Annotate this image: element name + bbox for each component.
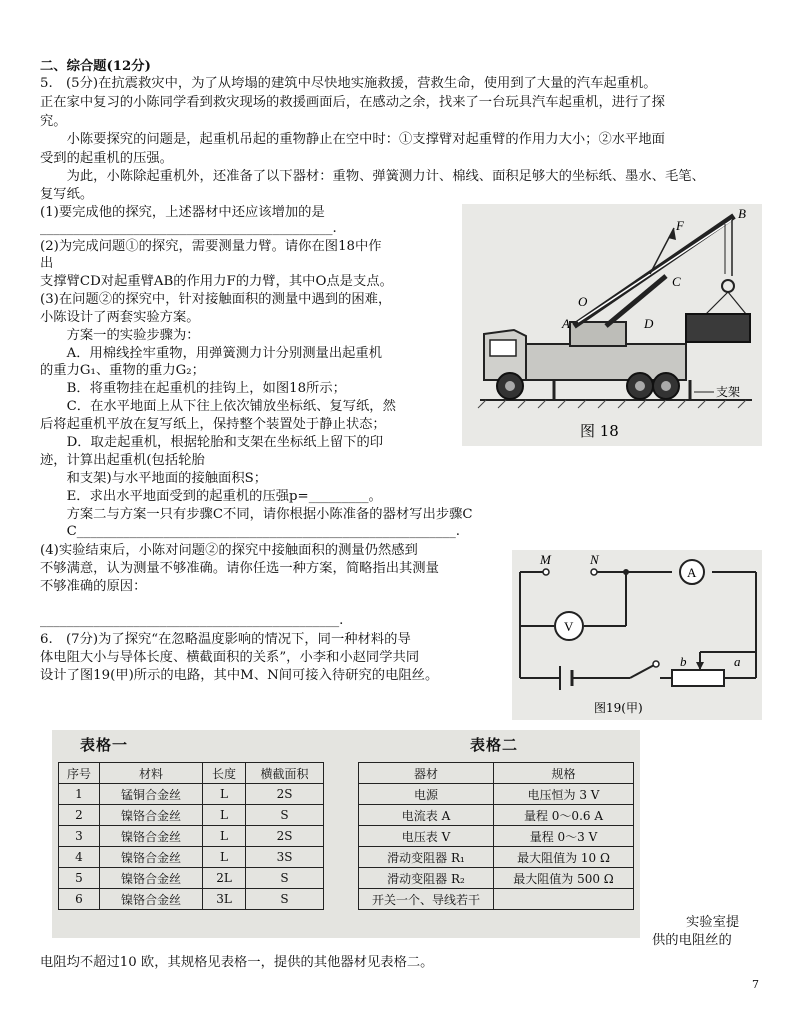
fig18-label: 支架 — [716, 385, 741, 399]
section-heading: 二、综合题(12分) — [40, 59, 151, 74]
table-header-cell: 长度 — [203, 763, 246, 784]
table-cell: L — [203, 826, 246, 847]
table-cell: 最大阻值为 10 Ω — [494, 847, 634, 868]
table-row — [59, 889, 324, 910]
fig18-label: F — [676, 218, 684, 233]
table-cell: 3 — [59, 826, 100, 847]
q5-text-line: 方案二与方案一只有步骤C不同，请你根据小陈准备的器材写出步骤C — [40, 507, 473, 522]
fig18-caption: 图 18 — [580, 422, 619, 440]
table-cell: 镍铬合金丝 — [100, 805, 203, 826]
q5-text-line: 后将起重机平放在复写纸上，保持整个装置处于静止状态； — [40, 417, 386, 432]
fig18-label: A — [562, 316, 570, 331]
table-header-cell: 序号 — [59, 763, 100, 784]
table2 — [358, 762, 634, 910]
table-row — [59, 805, 324, 826]
q5-text-line: (4)实验结束后，小陈对问题②的探究中接触面积的测量仍然感到 — [40, 543, 418, 558]
q6-side-text: 实验室提 — [686, 915, 740, 930]
table-header-row — [59, 763, 324, 784]
fig19-label: a — [734, 654, 741, 669]
q5-sub1: (1)要完成他的探究，上述器材中还应该增加的是 — [40, 205, 325, 220]
table-cell: 量程 0～0.6 A — [494, 805, 634, 826]
table-cell: 镍铬合金丝 — [100, 868, 203, 889]
table-cell: 5 — [59, 868, 100, 889]
q6-text-line: 设计了图19(甲)所示的电路，其中M、N间可接入待研究的电阻丝。 — [40, 668, 439, 683]
table-cell: 开关一个、导线若干 — [359, 889, 494, 910]
table-cell: 2S — [246, 826, 324, 847]
table-header-cell: 材料 — [100, 763, 203, 784]
page-number: 7 — [752, 978, 759, 991]
q5-text-line: 的重力G₁、重物的重力G₂； — [40, 363, 205, 378]
q5-text-line: 为此，小陈除起重机外，还准备了以下器材：重物、弹簧测力计、棉线、面积足够大的坐标纸、墨水、毛笔、 — [40, 169, 705, 184]
table-row — [59, 826, 324, 847]
q5-text-line: 不够满意，认为测量不够准确。请你任选一种方案，简略指出其测量 — [40, 561, 439, 576]
q6-text-line: 体电阻大小与导体长度、横截面积的关系”，小李和小赵同学共同 — [40, 650, 420, 665]
q6-bottom-text: 电阻均不超过10 欧，其规格见表格一，提供的其他器材见表格二。 — [40, 955, 434, 970]
table-cell: L — [203, 784, 246, 805]
q5-text-line: 正在家中复习的小陈同学看到救灾现场的救援画面后，在感动之余，找来了一台玩具汽车起重机，进行了探 — [40, 95, 665, 110]
fig18-label: O — [578, 294, 588, 309]
table-row — [359, 826, 634, 847]
table-cell: 3S — [246, 847, 324, 868]
table-cell: 6 — [59, 889, 100, 910]
q5-text-line: 出 — [40, 256, 54, 271]
figure-19-circuit — [512, 550, 762, 720]
table-cell: S — [246, 868, 324, 889]
fig19-label: V — [564, 619, 574, 634]
table-row — [59, 868, 324, 889]
table-cell: 最大阻值为 500 Ω — [494, 868, 634, 889]
fig19-label: M — [540, 552, 551, 567]
table-cell: S — [246, 889, 324, 910]
table-cell: L — [203, 805, 246, 826]
table-row — [359, 868, 634, 889]
q5-text-line: 不够准确的原因： — [40, 579, 147, 594]
table-header-row — [359, 763, 634, 784]
q5-text-line: 迹，计算出起重机(包括轮胎 — [40, 453, 205, 468]
fig19-label: A — [687, 565, 697, 580]
q5-text-line: 究。 — [40, 114, 67, 129]
table-cell: 电流表 A — [359, 805, 494, 826]
table-row — [359, 805, 634, 826]
table-cell: 3L — [203, 889, 246, 910]
q5-text-line: 小陈要探究的问题是，起重机吊起的重物静止在空中时：①支撑臂对起重臂的作用力大小；②水平地面 — [40, 132, 665, 147]
q6-side-text: 供的电阻丝的 — [652, 933, 732, 948]
table-cell: 1 — [59, 784, 100, 805]
circuit-diagram — [512, 550, 762, 720]
q5-text-line: E．求出水平地面受到的起重机的压强p=_________。 — [40, 489, 382, 504]
q5-text-line: (2)为完成问题①的探究，需要测量力臂。请你在图18中作 — [40, 239, 382, 254]
table1-title: 表格一 — [80, 736, 129, 754]
fig19-label: b — [680, 654, 687, 669]
q5-text-line: (3)在问题②的探究中，针对接触面积的测量中遇到的困难， — [40, 292, 392, 307]
table-row — [359, 784, 634, 805]
table1 — [58, 762, 324, 910]
table-cell: 2L — [203, 868, 246, 889]
fig18-label: C — [672, 274, 681, 289]
table-row — [59, 784, 324, 805]
crane-illustration — [462, 204, 762, 446]
q5-text-line: D．取走起重机，根据轮胎和支架在坐标纸上留下的印 — [40, 435, 384, 450]
table-cell: 锰铜合金丝 — [100, 784, 203, 805]
table-cell: 电源 — [359, 784, 494, 805]
table-cell: 镍铬合金丝 — [100, 847, 203, 868]
q5-text-line: C．在水平地面上从下往上依次铺放坐标纸、复写纸，然 — [40, 399, 396, 414]
q5-text-line: 小陈设计了两套实验方案。 — [40, 310, 200, 325]
fig18-label: D — [644, 316, 654, 331]
figure-18-crane — [462, 204, 762, 446]
table-cell: 2 — [59, 805, 100, 826]
q5-text-line: A．用棉线拴牢重物，用弹簧测力计分别测量出起重机 — [40, 346, 383, 361]
table-cell — [494, 889, 634, 910]
q5-step-c-blank: C_________________________________________________________. — [40, 524, 460, 539]
q5-sub1-blank: ____________________________________________. — [40, 221, 337, 236]
table-header-cell: 横截面积 — [246, 763, 324, 784]
q5-answer-blank: _____________________________________________. — [40, 613, 344, 628]
table-cell: L — [203, 847, 246, 868]
table-cell: 电压表 V — [359, 826, 494, 847]
fig19-caption: 图19(甲) — [594, 701, 643, 715]
q5-text-line: 5. (5分)在抗震救灾中，为了从垮塌的建筑中尽快地实施救援，营救生命，使用到了大量的汽车起重机。 — [40, 76, 657, 91]
table-cell: 2S — [246, 784, 324, 805]
table-row — [359, 847, 634, 868]
table-row — [359, 889, 634, 910]
q6-text-line: 6. (7分)为了探究“在忽略温度影响的情况下，同一种材料的导 — [40, 632, 411, 647]
table-cell: 镍铬合金丝 — [100, 889, 203, 910]
table-cell: 电压恒为 3 V — [494, 784, 634, 805]
table-cell: S — [246, 805, 324, 826]
table-cell: 滑动变阻器 R₁ — [359, 847, 494, 868]
table-cell: 4 — [59, 847, 100, 868]
q5-text-line: 方案一的实验步骤为： — [40, 328, 200, 343]
fig19-label: N — [590, 552, 599, 567]
table2-title: 表格二 — [470, 736, 519, 754]
q5-text-line: B．将重物挂在起重机的挂钩上，如图18所示； — [40, 381, 346, 396]
q5-text-line: 支撑臂CD对起重臂AB的作用力F的力臂，其中O点是支点。 — [40, 274, 393, 289]
fig18-label: B — [738, 206, 746, 221]
table-cell: 镍铬合金丝 — [100, 826, 203, 847]
q5-text-line: 受到的起重机的压强。 — [40, 151, 173, 166]
table-row — [59, 847, 324, 868]
table-header-cell: 器材 — [359, 763, 494, 784]
table-header-cell: 规格 — [494, 763, 634, 784]
q5-text-line: 复写纸。 — [40, 187, 94, 202]
table-cell: 量程 0～3 V — [494, 826, 634, 847]
tables-figure — [52, 730, 640, 938]
q5-text-line: 和支架)与水平地面的接触面积S； — [40, 471, 268, 486]
table-cell: 滑动变阻器 R₂ — [359, 868, 494, 889]
